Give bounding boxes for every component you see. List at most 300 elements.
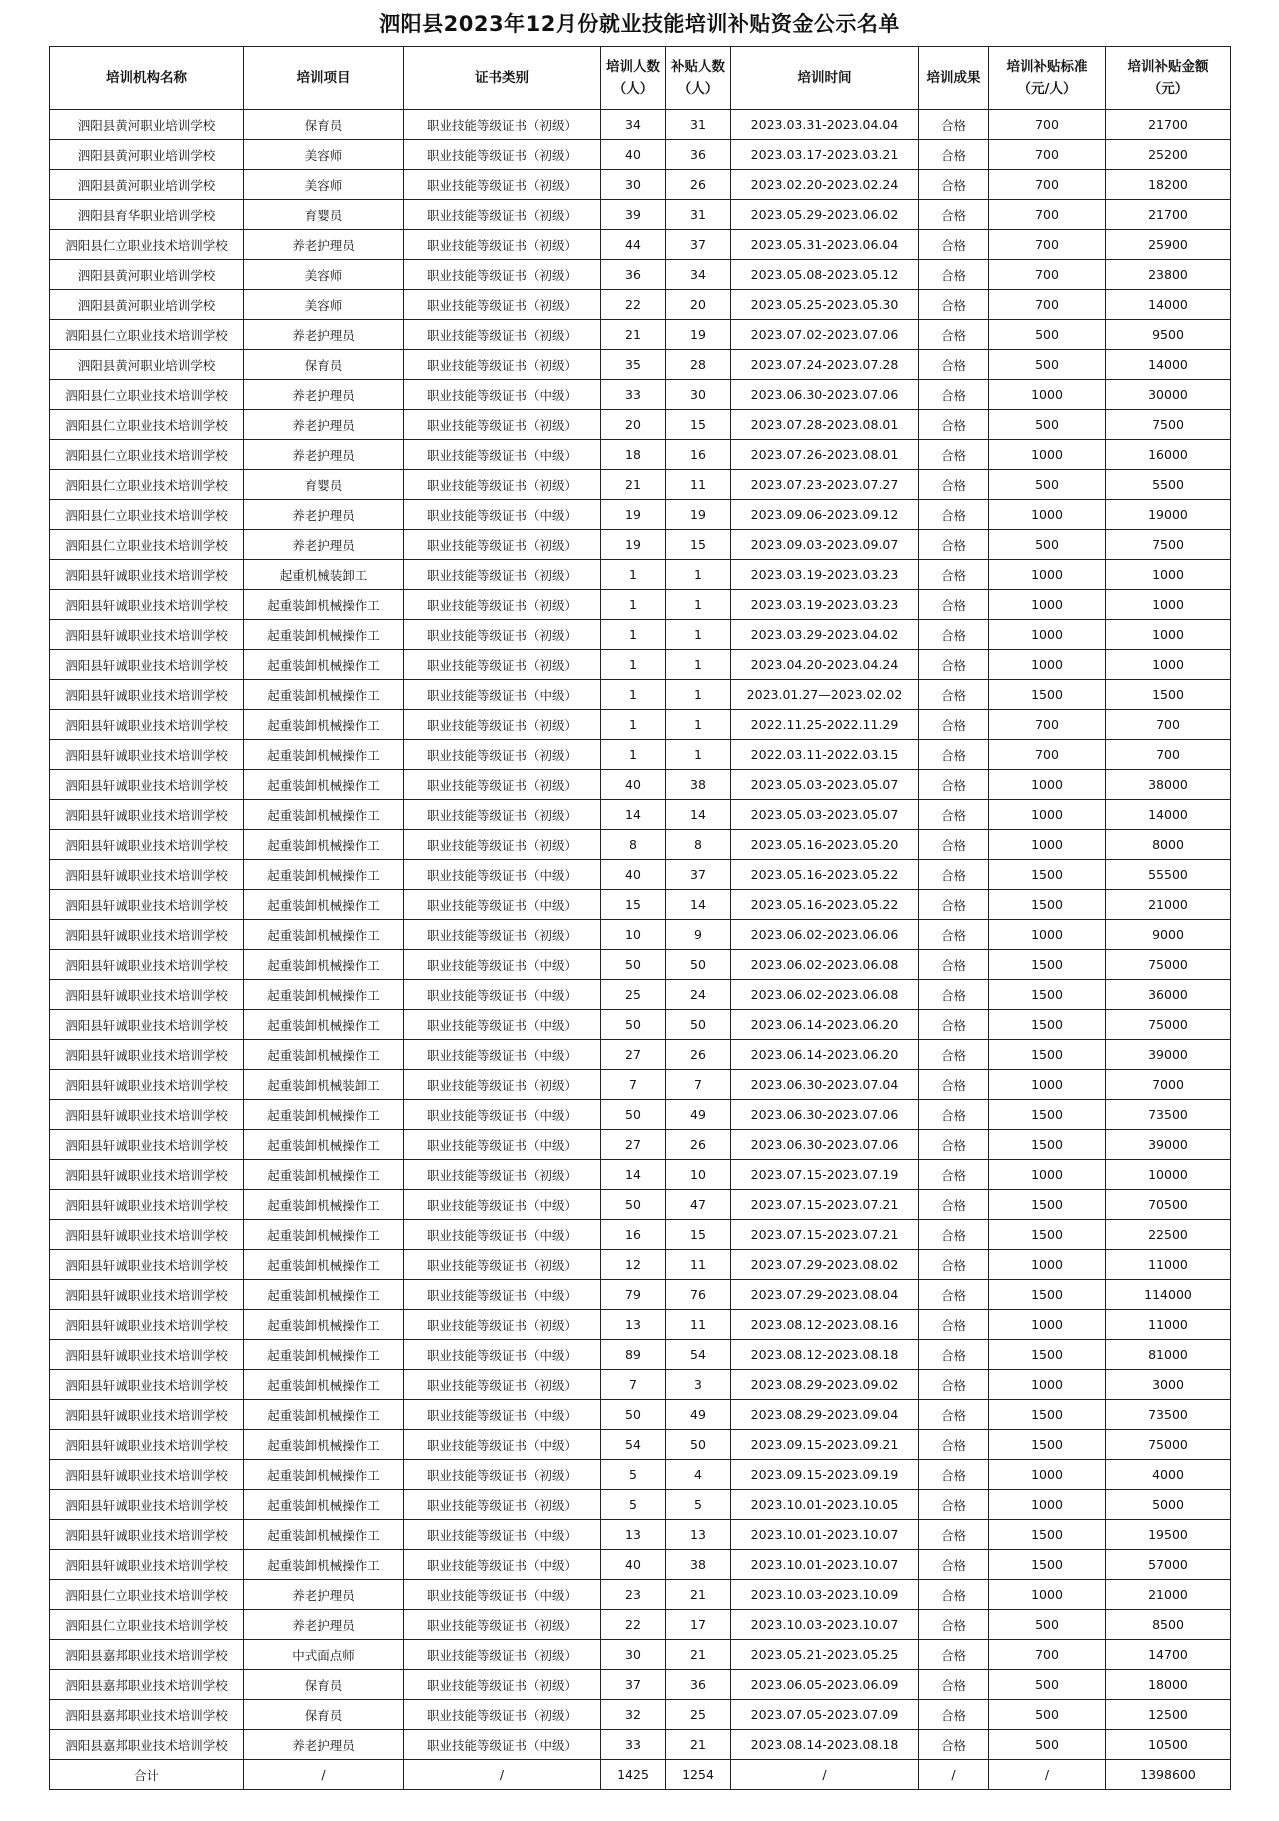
cell-amount: 30000 — [1106, 380, 1231, 410]
cell-period: 2023.05.31-2023.06.04 — [731, 230, 919, 260]
cell-trainees: 22 — [601, 1610, 666, 1640]
cell-certificate: 职业技能等级证书（初级） — [404, 920, 601, 950]
column-header-subsidized — [666, 47, 731, 110]
cell-amount: 10000 — [1106, 1160, 1231, 1190]
cell-certificate: 职业技能等级证书（初级） — [404, 170, 601, 200]
cell-institution: 泗阳县黄河职业培训学校 — [50, 110, 244, 140]
cell-period: 2023.09.06-2023.09.12 — [731, 500, 919, 530]
cell-institution: 泗阳县嘉邦职业技术培训学校 — [50, 1640, 244, 1670]
cell-period: 2023.08.29-2023.09.02 — [731, 1370, 919, 1400]
cell-subsidized: 4 — [666, 1460, 731, 1490]
cell-period: 2022.03.11-2022.03.15 — [731, 740, 919, 770]
table-header-row — [50, 47, 1231, 110]
cell-trainees: 10 — [601, 920, 666, 950]
cell-project: 养老护理员 — [244, 530, 404, 560]
cell-result: 合格 — [919, 1670, 989, 1700]
column-header-line: 培训时间 — [797, 70, 852, 86]
cell-certificate: 职业技能等级证书（中级） — [404, 1430, 601, 1460]
cell-result: 合格 — [919, 230, 989, 260]
table-row — [50, 590, 1231, 620]
cell-period: 2023.10.03-2023.10.09 — [731, 1580, 919, 1610]
table-row — [50, 410, 1231, 440]
cell-trainees: 50 — [601, 950, 666, 980]
cell-certificate: 职业技能等级证书（初级） — [404, 140, 601, 170]
cell-amount: 21000 — [1106, 1580, 1231, 1610]
cell-standard: 700 — [989, 710, 1106, 740]
cell-amount: 9500 — [1106, 320, 1231, 350]
cell-period: 2023.10.01-2023.10.07 — [731, 1550, 919, 1580]
cell-project: 起重装卸机械操作工 — [244, 1220, 404, 1250]
cell-certificate: 职业技能等级证书（初级） — [404, 1370, 601, 1400]
cell-result: 合格 — [919, 500, 989, 530]
cell-subsidized: 1 — [666, 560, 731, 590]
cell-project: 美容师 — [244, 140, 404, 170]
cell-standard: 700 — [989, 1640, 1106, 1670]
cell-project: 保育员 — [244, 110, 404, 140]
cell-trainees: 13 — [601, 1520, 666, 1550]
cell-project: / — [244, 1760, 404, 1790]
cell-project: 起重装卸机械装卸工 — [244, 1070, 404, 1100]
cell-amount: 75000 — [1106, 950, 1231, 980]
cell-subsidized: 30 — [666, 380, 731, 410]
cell-trainees: 15 — [601, 890, 666, 920]
cell-certificate: 职业技能等级证书（中级） — [404, 1280, 601, 1310]
cell-certificate: 职业技能等级证书（中级） — [404, 1190, 601, 1220]
cell-standard: 1000 — [989, 1490, 1106, 1520]
cell-institution: 泗阳县轩诚职业技术培训学校 — [50, 650, 244, 680]
table-row — [50, 170, 1231, 200]
cell-project: 中式面点师 — [244, 1640, 404, 1670]
cell-amount: 38000 — [1106, 770, 1231, 800]
table-row — [50, 290, 1231, 320]
column-header-line: 培训人数 — [606, 59, 660, 75]
cell-certificate: 职业技能等级证书（中级） — [404, 890, 601, 920]
cell-result: 合格 — [919, 440, 989, 470]
cell-project: 起重装卸机械操作工 — [244, 920, 404, 950]
cell-subsidized: 10 — [666, 1160, 731, 1190]
cell-period: 2023.06.02-2023.06.06 — [731, 920, 919, 950]
cell-standard: 700 — [989, 260, 1106, 290]
cell-subsidized: 76 — [666, 1280, 731, 1310]
cell-project: 起重装卸机械操作工 — [244, 1010, 404, 1040]
cell-subsidized: 50 — [666, 1010, 731, 1040]
column-header-line: 证书类别 — [475, 70, 529, 86]
cell-period: 2023.07.29-2023.08.02 — [731, 1250, 919, 1280]
cell-institution: 泗阳县轩诚职业技术培训学校 — [50, 980, 244, 1010]
cell-institution: 泗阳县轩诚职业技术培训学校 — [50, 1010, 244, 1040]
cell-trainees: 1 — [601, 740, 666, 770]
cell-period: 2023.08.12-2023.08.18 — [731, 1340, 919, 1370]
cell-subsidized: 21 — [666, 1730, 731, 1760]
cell-period: 2023.06.30-2023.07.06 — [731, 1100, 919, 1130]
cell-amount: 8500 — [1106, 1610, 1231, 1640]
cell-period: 2023.10.01-2023.10.07 — [731, 1520, 919, 1550]
table-row — [50, 500, 1231, 530]
cell-standard: 1500 — [989, 1430, 1106, 1460]
cell-standard: 500 — [989, 1610, 1106, 1640]
table-row — [50, 1580, 1231, 1610]
cell-standard: 1000 — [989, 800, 1106, 830]
cell-result: 合格 — [919, 260, 989, 290]
cell-result: 合格 — [919, 470, 989, 500]
cell-amount: 9000 — [1106, 920, 1231, 950]
cell-institution: 泗阳县轩诚职业技术培训学校 — [50, 1190, 244, 1220]
cell-institution: 泗阳县轩诚职业技术培训学校 — [50, 890, 244, 920]
cell-result: 合格 — [919, 380, 989, 410]
cell-project: 养老护理员 — [244, 380, 404, 410]
cell-certificate: 职业技能等级证书（初级） — [404, 620, 601, 650]
cell-certificate: 职业技能等级证书（中级） — [404, 980, 601, 1010]
cell-amount: 73500 — [1106, 1400, 1231, 1430]
cell-certificate: 职业技能等级证书（初级） — [404, 110, 601, 140]
column-header-institution — [50, 47, 244, 110]
cell-certificate: 职业技能等级证书（中级） — [404, 680, 601, 710]
cell-amount: 25900 — [1106, 230, 1231, 260]
cell-period: 2023.05.16-2023.05.22 — [731, 890, 919, 920]
cell-period: 2023.09.15-2023.09.19 — [731, 1460, 919, 1490]
cell-period: 2023.03.29-2023.04.02 — [731, 620, 919, 650]
cell-standard: 1500 — [989, 1040, 1106, 1070]
table-row — [50, 530, 1231, 560]
cell-period: 2023.03.31-2023.04.04 — [731, 110, 919, 140]
cell-trainees: 27 — [601, 1040, 666, 1070]
cell-institution: 泗阳县仁立职业技术培训学校 — [50, 530, 244, 560]
cell-period: 2023.06.14-2023.06.20 — [731, 1010, 919, 1040]
cell-amount: 21700 — [1106, 200, 1231, 230]
cell-amount: 18000 — [1106, 1670, 1231, 1700]
cell-standard: 700 — [989, 290, 1106, 320]
cell-subsidized: 1 — [666, 680, 731, 710]
subsidy-table — [49, 46, 1231, 1790]
cell-trainees: 19 — [601, 500, 666, 530]
cell-project: 起重装卸机械操作工 — [244, 590, 404, 620]
cell-result: 合格 — [919, 1550, 989, 1580]
cell-standard: 1500 — [989, 1550, 1106, 1580]
cell-standard: 1000 — [989, 770, 1106, 800]
table-row — [50, 920, 1231, 950]
cell-standard: 1000 — [989, 380, 1106, 410]
cell-amount: 1000 — [1106, 650, 1231, 680]
cell-subsidized: 50 — [666, 1430, 731, 1460]
cell-result: 合格 — [919, 1310, 989, 1340]
cell-institution: 泗阳县轩诚职业技术培训学校 — [50, 1310, 244, 1340]
cell-project: 起重机械装卸工 — [244, 560, 404, 590]
cell-project: 起重装卸机械操作工 — [244, 1340, 404, 1370]
cell-subsidized: 19 — [666, 320, 731, 350]
cell-period: 2023.04.20-2023.04.24 — [731, 650, 919, 680]
cell-standard: 700 — [989, 170, 1106, 200]
cell-trainees: 40 — [601, 860, 666, 890]
cell-certificate: 职业技能等级证书（中级） — [404, 1220, 601, 1250]
cell-certificate: 职业技能等级证书（初级） — [404, 1610, 601, 1640]
cell-certificate: 职业技能等级证书（初级） — [404, 260, 601, 290]
cell-project: 保育员 — [244, 1670, 404, 1700]
cell-result: 合格 — [919, 290, 989, 320]
cell-project: 起重装卸机械操作工 — [244, 860, 404, 890]
table-row — [50, 800, 1231, 830]
cell-result: 合格 — [919, 1070, 989, 1100]
cell-result: 合格 — [919, 1370, 989, 1400]
table-row — [50, 620, 1231, 650]
cell-period: 2023.07.15-2023.07.21 — [731, 1190, 919, 1220]
cell-institution: 泗阳县轩诚职业技术培训学校 — [50, 740, 244, 770]
cell-project: 起重装卸机械操作工 — [244, 1490, 404, 1520]
cell-certificate: 职业技能等级证书（初级） — [404, 1460, 601, 1490]
cell-amount: 75000 — [1106, 1010, 1231, 1040]
column-header-trainees — [601, 47, 666, 110]
table-row — [50, 1160, 1231, 1190]
table-row — [50, 320, 1231, 350]
table-row — [50, 1220, 1231, 1250]
cell-trainees: 50 — [601, 1010, 666, 1040]
cell-result: 合格 — [919, 110, 989, 140]
cell-certificate: 职业技能等级证书（初级） — [404, 740, 601, 770]
cell-result: 合格 — [919, 1700, 989, 1730]
cell-period: 2023.10.03-2023.10.07 — [731, 1610, 919, 1640]
cell-result: 合格 — [919, 1280, 989, 1310]
cell-certificate: 职业技能等级证书（中级） — [404, 1520, 601, 1550]
table-row — [50, 440, 1231, 470]
cell-result: 合格 — [919, 140, 989, 170]
cell-standard: 1000 — [989, 1370, 1106, 1400]
cell-institution: 泗阳县嘉邦职业技术培训学校 — [50, 1670, 244, 1700]
cell-project: 保育员 — [244, 1700, 404, 1730]
table-row — [50, 560, 1231, 590]
cell-period: 2023.02.20-2023.02.24 — [731, 170, 919, 200]
cell-trainees: 5 — [601, 1490, 666, 1520]
cell-amount: 57000 — [1106, 1550, 1231, 1580]
cell-institution: 泗阳县黄河职业培训学校 — [50, 170, 244, 200]
cell-institution: 泗阳县轩诚职业技术培训学校 — [50, 950, 244, 980]
cell-subsidized: 50 — [666, 950, 731, 980]
cell-amount: 1000 — [1106, 590, 1231, 620]
cell-result: 合格 — [919, 1400, 989, 1430]
cell-standard: 1000 — [989, 1460, 1106, 1490]
table-row — [50, 1130, 1231, 1160]
cell-standard: 1500 — [989, 1130, 1106, 1160]
cell-standard: 500 — [989, 1730, 1106, 1760]
cell-result: 合格 — [919, 1040, 989, 1070]
total-row — [50, 1760, 1231, 1790]
table-row — [50, 470, 1231, 500]
cell-institution: 泗阳县育华职业培训学校 — [50, 200, 244, 230]
cell-subsidized: 1 — [666, 590, 731, 620]
cell-period: 2023.05.03-2023.05.07 — [731, 800, 919, 830]
cell-trainees: 19 — [601, 530, 666, 560]
cell-certificate: 职业技能等级证书（初级） — [404, 530, 601, 560]
cell-subsidized: 54 — [666, 1340, 731, 1370]
table-row — [50, 1610, 1231, 1640]
cell-institution: 泗阳县仁立职业技术培训学校 — [50, 320, 244, 350]
cell-amount: 11000 — [1106, 1250, 1231, 1280]
cell-institution: 泗阳县轩诚职业技术培训学校 — [50, 1070, 244, 1100]
cell-trainees: 50 — [601, 1400, 666, 1430]
cell-trainees: 1 — [601, 710, 666, 740]
cell-certificate: 职业技能等级证书（初级） — [404, 590, 601, 620]
cell-period: 2023.09.15-2023.09.21 — [731, 1430, 919, 1460]
cell-subsidized: 28 — [666, 350, 731, 380]
cell-standard: 700 — [989, 230, 1106, 260]
cell-result: 合格 — [919, 530, 989, 560]
table-row — [50, 380, 1231, 410]
cell-certificate: 职业技能等级证书（中级） — [404, 950, 601, 980]
table-row — [50, 1190, 1231, 1220]
cell-amount: 5000 — [1106, 1490, 1231, 1520]
cell-result: 合格 — [919, 1340, 989, 1370]
cell-subsidized: 16 — [666, 440, 731, 470]
cell-trainees: 30 — [601, 170, 666, 200]
cell-institution: 泗阳县仁立职业技术培训学校 — [50, 440, 244, 470]
cell-subsidized: 49 — [666, 1400, 731, 1430]
cell-standard: 700 — [989, 140, 1106, 170]
cell-certificate: 职业技能等级证书（初级） — [404, 230, 601, 260]
cell-amount: 70500 — [1106, 1190, 1231, 1220]
cell-result: 合格 — [919, 740, 989, 770]
table-row — [50, 980, 1231, 1010]
cell-certificate: 职业技能等级证书（初级） — [404, 770, 601, 800]
cell-result: 合格 — [919, 770, 989, 800]
cell-period: 2023.09.03-2023.09.07 — [731, 530, 919, 560]
cell-amount: 700 — [1106, 740, 1231, 770]
cell-certificate: 职业技能等级证书（初级） — [404, 1070, 601, 1100]
cell-institution: 泗阳县轩诚职业技术培训学校 — [50, 800, 244, 830]
cell-result: 合格 — [919, 1250, 989, 1280]
cell-institution: 泗阳县仁立职业技术培训学校 — [50, 230, 244, 260]
cell-project: 起重装卸机械操作工 — [244, 1460, 404, 1490]
cell-subsidized: 19 — [666, 500, 731, 530]
cell-standard: 1000 — [989, 560, 1106, 590]
cell-project: 起重装卸机械操作工 — [244, 1550, 404, 1580]
cell-institution: 泗阳县轩诚职业技术培训学校 — [50, 1430, 244, 1460]
cell-trainees: 33 — [601, 1730, 666, 1760]
cell-standard: 1500 — [989, 860, 1106, 890]
cell-subsidized: 3 — [666, 1370, 731, 1400]
cell-result: 合格 — [919, 920, 989, 950]
cell-standard: 1500 — [989, 950, 1106, 980]
cell-standard: 1000 — [989, 650, 1106, 680]
cell-institution: 泗阳县黄河职业培训学校 — [50, 140, 244, 170]
cell-subsidized: 14 — [666, 800, 731, 830]
cell-institution: 泗阳县轩诚职业技术培训学校 — [50, 1280, 244, 1310]
cell-period: 2023.07.15-2023.07.19 — [731, 1160, 919, 1190]
cell-certificate: 职业技能等级证书（初级） — [404, 1700, 601, 1730]
cell-period: 2023.07.24-2023.07.28 — [731, 350, 919, 380]
cell-amount: 7500 — [1106, 530, 1231, 560]
cell-period: 2023.01.27—2023.02.02 — [731, 680, 919, 710]
cell-standard: 1500 — [989, 1520, 1106, 1550]
column-header-line: （元/人） — [1017, 81, 1077, 97]
cell-result: 合格 — [919, 620, 989, 650]
cell-amount: 73500 — [1106, 1100, 1231, 1130]
cell-project: 起重装卸机械操作工 — [244, 1190, 404, 1220]
cell-certificate: 职业技能等级证书（初级） — [404, 1640, 601, 1670]
cell-amount: 1398600 — [1106, 1760, 1231, 1790]
cell-trainees: 44 — [601, 230, 666, 260]
cell-period: 2023.07.02-2023.07.06 — [731, 320, 919, 350]
table-row — [50, 1310, 1231, 1340]
cell-subsidized: 26 — [666, 1130, 731, 1160]
cell-period: 2023.08.12-2023.08.16 — [731, 1310, 919, 1340]
cell-amount: 21000 — [1106, 890, 1231, 920]
cell-subsidized: 36 — [666, 140, 731, 170]
cell-period: 2023.05.03-2023.05.07 — [731, 770, 919, 800]
cell-institution: 泗阳县轩诚职业技术培训学校 — [50, 1250, 244, 1280]
cell-project: 起重装卸机械操作工 — [244, 650, 404, 680]
cell-project: 保育员 — [244, 350, 404, 380]
table-row — [50, 1250, 1231, 1280]
cell-result: 合格 — [919, 1490, 989, 1520]
column-header-line: 培训项目 — [296, 70, 351, 86]
cell-trainees: 14 — [601, 800, 666, 830]
cell-standard: 1500 — [989, 1400, 1106, 1430]
cell-certificate: 职业技能等级证书（初级） — [404, 1160, 601, 1190]
cell-amount: 75000 — [1106, 1430, 1231, 1460]
cell-trainees: 79 — [601, 1280, 666, 1310]
cell-institution: 泗阳县嘉邦职业技术培训学校 — [50, 1700, 244, 1730]
cell-period: 2023.06.02-2023.06.08 — [731, 950, 919, 980]
cell-project: 养老护理员 — [244, 1730, 404, 1760]
table-row — [50, 1430, 1231, 1460]
cell-result: 合格 — [919, 590, 989, 620]
cell-project: 起重装卸机械操作工 — [244, 1310, 404, 1340]
cell-certificate: 职业技能等级证书（初级） — [404, 410, 601, 440]
cell-subsidized: 1 — [666, 650, 731, 680]
cell-trainees: 40 — [601, 140, 666, 170]
cell-result: 合格 — [919, 1130, 989, 1160]
cell-project: 养老护理员 — [244, 230, 404, 260]
cell-subsidized: 15 — [666, 410, 731, 440]
cell-trainees: 1425 — [601, 1760, 666, 1790]
cell-subsidized: 38 — [666, 1550, 731, 1580]
cell-trainees: 89 — [601, 1340, 666, 1370]
column-header-line: （人） — [612, 81, 654, 97]
cell-standard: 1000 — [989, 1160, 1106, 1190]
cell-project: 育婴员 — [244, 470, 404, 500]
cell-result: 合格 — [919, 1610, 989, 1640]
cell-period: 2023.05.08-2023.05.12 — [731, 260, 919, 290]
table-row — [50, 1370, 1231, 1400]
cell-standard: 1000 — [989, 620, 1106, 650]
cell-project: 起重装卸机械操作工 — [244, 1370, 404, 1400]
cell-subsidized: 26 — [666, 170, 731, 200]
cell-certificate: 职业技能等级证书（初级） — [404, 710, 601, 740]
cell-trainees: 32 — [601, 1700, 666, 1730]
table-row — [50, 1490, 1231, 1520]
column-header-certificate — [404, 47, 601, 110]
cell-subsidized: 31 — [666, 110, 731, 140]
cell-certificate: 职业技能等级证书（中级） — [404, 380, 601, 410]
cell-institution: 泗阳县黄河职业培训学校 — [50, 350, 244, 380]
cell-project: 起重装卸机械操作工 — [244, 1040, 404, 1070]
cell-standard: 1500 — [989, 680, 1106, 710]
cell-amount: 5500 — [1106, 470, 1231, 500]
cell-subsidized: 17 — [666, 1610, 731, 1640]
cell-result: 合格 — [919, 1100, 989, 1130]
cell-certificate: 职业技能等级证书（初级） — [404, 200, 601, 230]
cell-project: 养老护理员 — [244, 440, 404, 470]
cell-certificate: 职业技能等级证书（中级） — [404, 860, 601, 890]
cell-project: 起重装卸机械操作工 — [244, 1280, 404, 1310]
table-row — [50, 1640, 1231, 1670]
table-row — [50, 1400, 1231, 1430]
cell-result: 合格 — [919, 800, 989, 830]
cell-project: 起重装卸机械操作工 — [244, 1400, 404, 1430]
column-header-amount — [1106, 47, 1231, 110]
cell-trainees: 1 — [601, 560, 666, 590]
table-row — [50, 710, 1231, 740]
cell-project: 起重装卸机械操作工 — [244, 800, 404, 830]
cell-project: 养老护理员 — [244, 1610, 404, 1640]
